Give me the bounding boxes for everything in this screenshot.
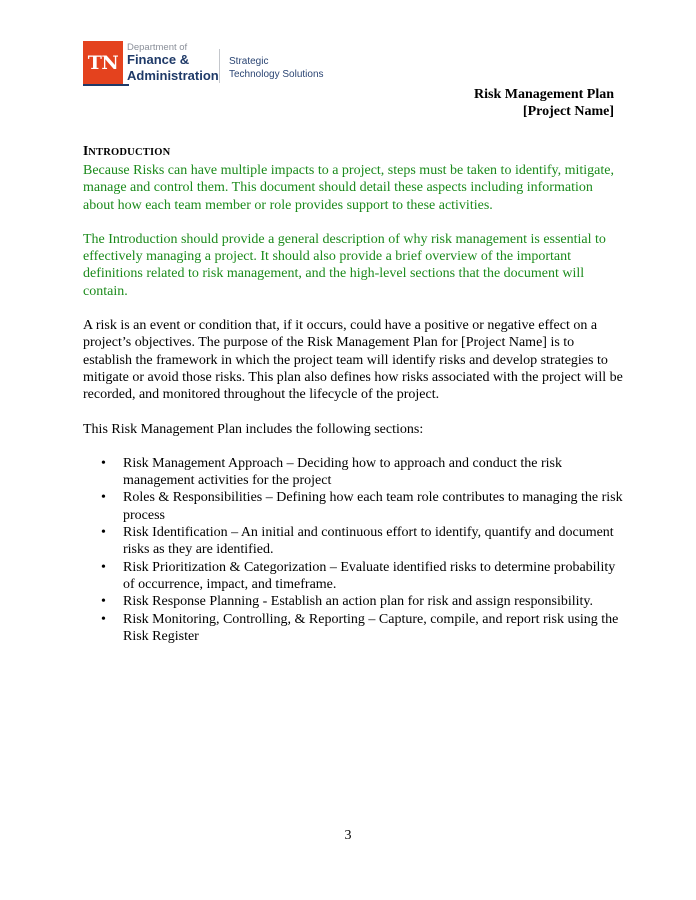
heading-rest: NTRODUCTION — [88, 147, 171, 158]
logo-administration: Administration — [127, 68, 219, 83]
document-body — [83, 142, 623, 645]
guidance-paragraph: Because Risks can have multiple impacts to a project, steps must be taken to identify, mitigate, manage and control them. This document should detail these aspects including information about how each team member or role provides support to these activities. — [83, 163, 614, 213]
logo-division — [229, 55, 324, 81]
tn-finance-administration-logo — [83, 41, 333, 87]
logo-divider — [219, 49, 220, 83]
bullet-icon: • — [101, 559, 106, 575]
section-heading-introduction — [83, 142, 623, 161]
bullet-icon: • — [101, 594, 106, 610]
logo-department-of: Department of — [127, 42, 188, 53]
list-item-text: Risk Response Planning - Establish an action plan for risk and assign responsibility. — [123, 594, 593, 610]
document-title: Risk Management Plan — [474, 87, 614, 102]
body-paragraph: This Risk Management Plan includes the following sections: — [83, 421, 424, 437]
body-paragraph: A risk is an event or condition that, if it occurs, could have a positive or negative effect on a project’s objectives. The purpose of the Risk Management Plan for [Project Name] is to establish the framework in which the project team will identify risks and develop strategies to mitigate or avoid those risks. This plan also defines how risks associated with the project will be recorded, and monitored throughout the lifecycle of the project. — [83, 318, 623, 403]
logo-division-line2: Technology Solutions — [229, 69, 324, 80]
bullet-icon: • — [101, 611, 106, 627]
bullet-icon: • — [101, 455, 106, 471]
sections-list — [83, 455, 623, 645]
list-item-text: Roles & Responsibilities – Defining how each team role contributes to managing the risk process — [123, 490, 623, 523]
page-number: 3 — [344, 828, 352, 843]
list-item — [83, 489, 623, 524]
list-item-text: Risk Management Approach – Deciding how to approach and conduct the risk management activities for the project — [123, 455, 562, 489]
document-header — [474, 86, 614, 120]
bullet-icon: • — [101, 525, 106, 541]
logo-finance: Finance & — [127, 52, 190, 67]
list-item — [83, 455, 623, 490]
bullet-icon: • — [101, 490, 106, 506]
list-item — [83, 611, 623, 646]
guidance-paragraph: The Introduction should provide a general description of why risk management is essential to effectively managing a project. It should also provide a brief overview of the important definitions related to risk management, and the high-level sections that the document will contain. — [83, 231, 606, 299]
list-item — [83, 524, 623, 559]
list-item — [83, 593, 623, 610]
list-item-text: Risk Monitoring, Controlling, & Reporting – Capture, compile, and report risk using the Risk Register — [123, 611, 619, 644]
tn-badge-text: TN — [87, 51, 119, 74]
list-item-text: Risk Identification – An initial and continuous effort to identify, quantify and document risks as they are identified. — [123, 525, 614, 558]
heading-initial: I — [83, 143, 89, 158]
logo-underline — [83, 84, 129, 86]
list-item — [83, 559, 623, 594]
logo-division-line1: Strategic — [229, 56, 269, 67]
tn-badge-icon — [83, 41, 123, 84]
project-name: [Project Name] — [522, 104, 614, 119]
list-item-text: Risk Prioritization & Categorization – Evaluate identified risks to determine probability of occurrence, impact, and timeframe. — [123, 559, 616, 592]
